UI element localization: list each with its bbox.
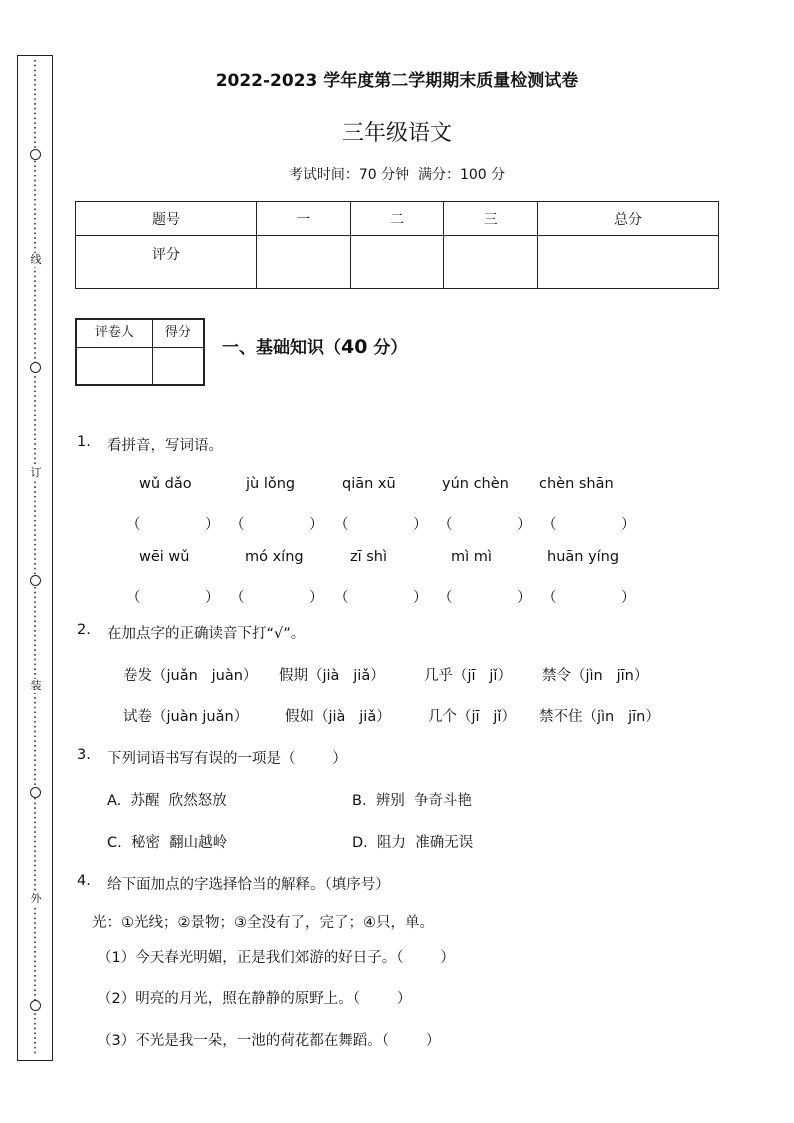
q2-item-7[interactable]: 几个（jī jǐ） [428,709,516,725]
q3-option-c[interactable]: C. 秘密 翻山越岭 [107,835,228,851]
q4-item-3[interactable]: （3）不光是我一朵，一池的荷花都在舞蹈。（ ） [97,1033,441,1049]
binding-circle-4 [30,787,41,798]
q3-option-d[interactable]: D. 阻力 准确无误 [352,835,474,851]
score-cell-total[interactable] [537,236,718,289]
exam-info: 考试时间：70 分钟 满分：100 分 [288,167,506,183]
score-cell-2[interactable] [350,236,444,289]
q2-item-1[interactable]: 卷发（juǎn juàn） [123,668,258,684]
q2-item-6[interactable]: 假如（jià jiǎ） [285,709,391,725]
q2-item-4[interactable]: 禁令（jìn jīn） [542,668,649,684]
q1-blank-3[interactable]: （ ） [334,517,428,533]
grader-score-cell[interactable] [152,348,204,386]
section1-title: 一、基础知识（ [222,338,341,358]
binding-circle-3 [30,575,41,586]
binding-circle-2 [30,362,41,373]
q1-blank-8[interactable]: （ ） [334,590,428,606]
q1-pinyin-5: chèn shān [539,476,614,492]
q1-pinyin-9: mì mì [451,549,492,565]
q1-blank-9[interactable]: （ ） [438,590,532,606]
q2-number: 2. [77,622,91,638]
q1-pinyin-4: yún chèn [442,476,509,492]
score-cell-1[interactable] [257,236,351,289]
q3-option-a[interactable]: A. 苏醒 欣然怒放 [107,793,227,809]
q4-number: 4. [77,873,91,889]
grader-cell[interactable] [76,348,152,386]
grader-score-header: 得分 [152,319,204,348]
q1-pinyin-2: jù lǒng [246,476,296,492]
score-header-2: 二 [350,202,444,236]
binding-word-ding: 订 [26,466,46,480]
binding-margin [17,55,53,1061]
section1-suffix: 分） [367,338,408,358]
q1-pinyin-6: wēi wǔ [139,549,190,565]
q2-item-2[interactable]: 假期（jià jiǎ） [279,668,385,684]
q1-blank-4[interactable]: （ ） [438,517,532,533]
binding-word-wai: 外 [26,892,46,906]
q2-item-3[interactable]: 几乎（jī jǐ） [424,668,512,684]
q1-blank-5[interactable]: （ ） [542,517,636,533]
q1-blank-7[interactable]: （ ） [230,590,324,606]
section1-heading [222,333,407,358]
section1-points: 40 [341,336,368,358]
q3-option-b[interactable]: B. 辨别 争奇斗艳 [352,793,472,809]
binding-circle-1 [30,149,41,160]
grader-table [75,318,205,386]
binding-word-zhuang: 装 [26,679,46,693]
q1-number: 1. [77,434,91,450]
q4-prompt: 给下面加点的字选择恰当的解释。（填序号） [107,877,390,893]
exam-subject: 三年级语文 [341,121,452,146]
q2-item-8[interactable]: 禁不住（jìn jīn） [539,709,660,725]
q1-blank-2[interactable]: （ ） [230,517,324,533]
q4-item-1[interactable]: （1）今天春光明媚，正是我们郊游的好日子。（ ） [97,950,455,966]
q1-pinyin-8: zī shì [350,549,388,565]
q1-pinyin-7: mó xíng [245,549,304,565]
exam-title: 2022-2023 学年度第二学期期末质量检测试卷 [215,71,579,91]
q3-number: 3. [77,747,91,763]
q1-pinyin-3: qiān xū [342,476,396,492]
score-header-label: 题号 [76,202,257,236]
q4-item-2[interactable]: （2）明亮的月光，照在静静的原野上。（ ） [97,991,412,1007]
q2-prompt: 在加点字的正确读音下打“√”。 [107,626,306,642]
score-cell-3[interactable] [444,236,538,289]
q4-definition: 光：①光线；②景物；③全没有了，完了；④只，单。 [92,915,434,931]
binding-dotted-line [18,56,52,1060]
score-row-label: 评分 [76,236,257,289]
q3-prompt: 下列词语书写有误的一项是（ ） [107,751,347,767]
q1-pinyin-1: wǔ dǎo [139,476,192,492]
q1-blank-1[interactable]: （ ） [126,517,220,533]
q1-blank-10[interactable]: （ ） [542,590,636,606]
binding-circle-5 [30,1000,41,1011]
q1-prompt: 看拼音，写词语。 [107,438,223,454]
q1-blank-6[interactable]: （ ） [126,590,220,606]
score-header-3: 三 [444,202,538,236]
q2-item-5[interactable]: 试卷（juàn juǎn） [123,709,249,725]
binding-word-xian: 线 [26,253,46,267]
q1-pinyin-10: huān yíng [547,549,620,565]
score-table [75,201,719,289]
score-header-1: 一 [257,202,351,236]
score-header-total: 总分 [537,202,718,236]
grader-header: 评卷人 [76,319,152,348]
